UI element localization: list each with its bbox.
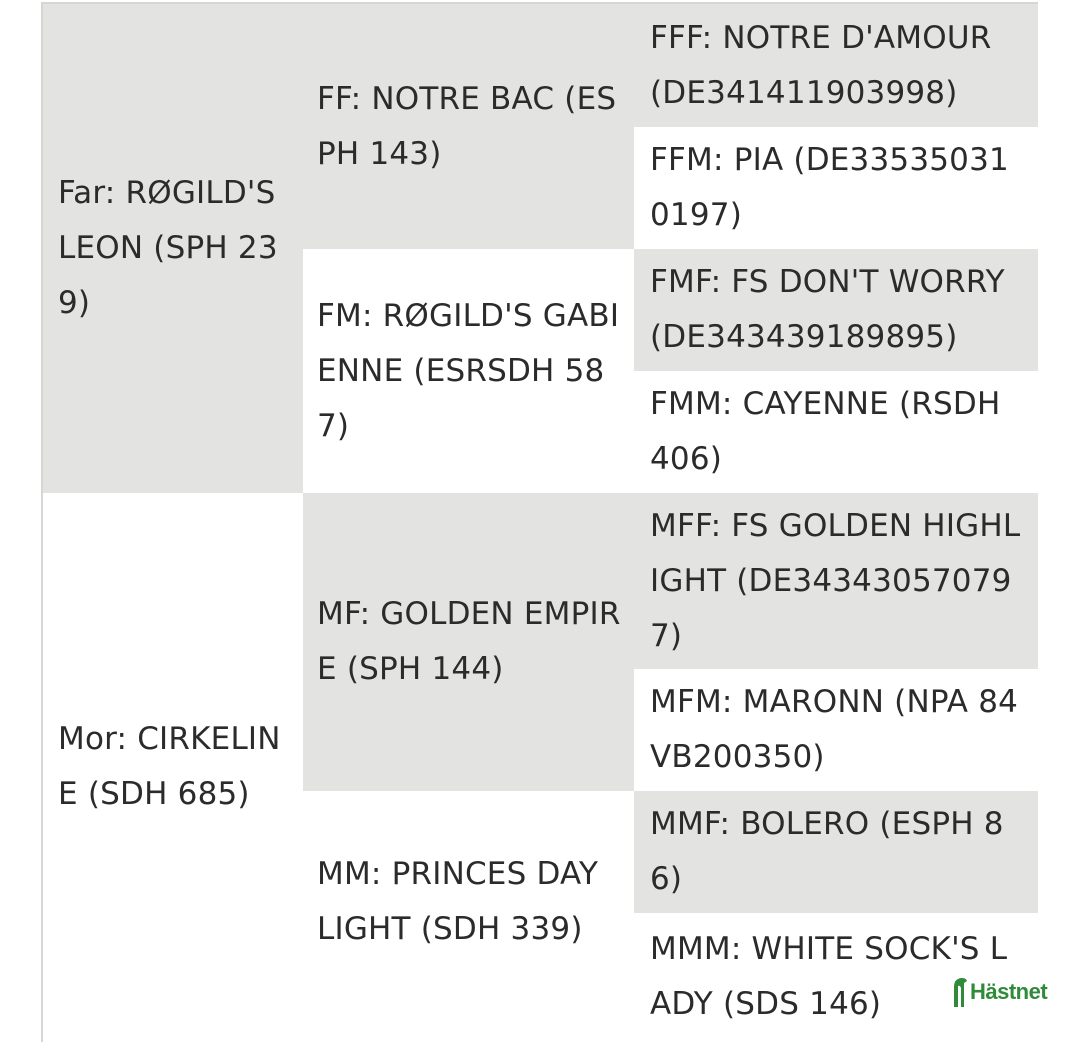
mother-name: Mor: CIRKELINE (SDH 685) <box>58 721 281 812</box>
logo-text: Hästnet <box>970 979 1048 1004</box>
mother-cell <box>43 493 303 1044</box>
mmm-name: MMM: WHITE SOCK'S LADY (SDS 146) <box>650 931 1008 1022</box>
fmm-name: FMM: CAYENNE (RSDH 406) <box>650 386 1001 477</box>
fff-name: FFF: NOTRE D'AMOUR (DE341411903998) <box>650 19 992 111</box>
fmm-cell <box>634 371 1038 493</box>
mfm-name: MFM: MARONN (NPA 84VB200350) <box>650 684 1019 775</box>
mf-name: MF: GOLDEN EMPIRE (SPH 144) <box>317 596 621 687</box>
mff-name: MFF: FS GOLDEN HIGHLIGHT (DE343430570797) <box>650 507 1021 654</box>
mf-cell <box>303 493 634 791</box>
fm-cell <box>303 249 634 493</box>
fff-cell <box>634 4 1038 127</box>
ffm-cell <box>634 127 1038 249</box>
mfm-cell <box>634 669 1038 791</box>
mmf-name: MMF: BOLERO (ESPH 86) <box>650 806 1004 897</box>
mff-cell <box>634 493 1038 669</box>
mm-cell <box>303 791 634 1044</box>
ffm-name: FFM: PIA (DE335350310197) <box>650 142 1009 233</box>
father-name: Far: RØGILD'S LEON (SPH 239) <box>58 175 278 321</box>
horse-head-icon <box>951 977 969 1007</box>
father-cell <box>43 4 303 493</box>
pedigree-table <box>41 2 1038 1042</box>
mmf-cell <box>634 791 1038 913</box>
ff-cell <box>303 4 634 249</box>
mm-name: MM: PRINCES DAY LIGHT (SDH 339) <box>317 856 599 947</box>
fm-name: FM: RØGILD'S GABIENNE (ESRSDH 587) <box>317 297 620 444</box>
fmf-name: FMF: FS DON'T WORRY (DE343439189895) <box>650 264 1005 355</box>
ff-name: FF: NOTRE BAC (ESPH 143) <box>317 80 617 172</box>
hastnet-logo <box>951 977 1047 1007</box>
fmf-cell <box>634 249 1038 371</box>
